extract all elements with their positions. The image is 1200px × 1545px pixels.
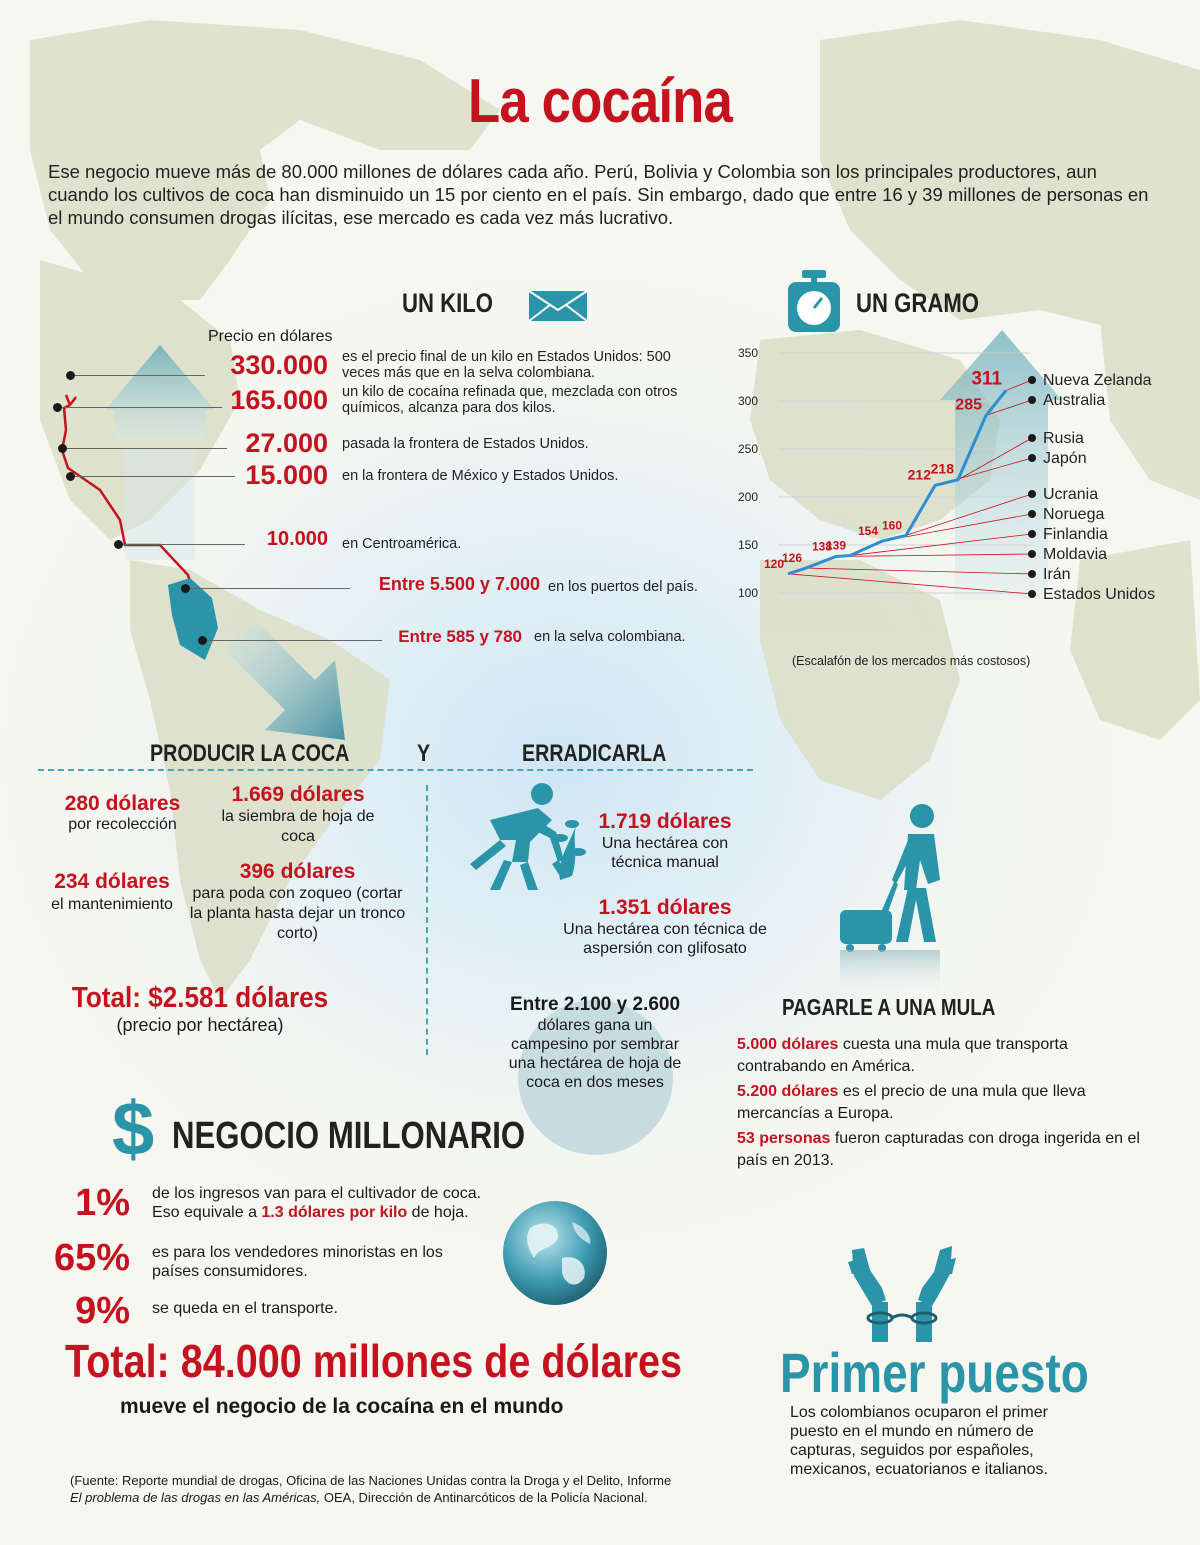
chart-tick-label: 250 — [738, 442, 759, 456]
kilo-price-5: 10.000 — [266, 528, 328, 550]
mula-heading: PAGARLE A UNA MULA — [782, 994, 996, 1020]
chart-legend-dot — [1028, 376, 1036, 384]
chart-legend-label: Rusia — [1043, 430, 1084, 447]
negocio-row-1-b: 1.3 dólares por kilo — [261, 1204, 408, 1221]
negocio-row-1 — [152, 1184, 552, 1222]
chart-data-label: 212 — [907, 466, 931, 483]
chart-data-label: 138 — [811, 539, 832, 554]
handcuffed-hands-icon — [842, 1240, 962, 1350]
chart-legend-label: Finlandia — [1043, 526, 1108, 543]
scale-icon — [786, 268, 842, 334]
dollar-icon: $ — [112, 1087, 155, 1172]
prod-item-4 — [185, 860, 410, 944]
erra-item-1-value: 1.719 dólares — [598, 810, 732, 833]
route-dot — [66, 371, 75, 380]
mula-item-2 — [737, 1081, 1137, 1125]
chart-data-label: 126 — [781, 551, 802, 566]
negocio-row-1-a: Eso equivale a — [152, 1204, 262, 1221]
un-kilo-heading: UN KILO — [402, 288, 494, 318]
kilo-desc-4: en la frontera de México y Estados Unidos. — [342, 468, 619, 484]
envelope-icon — [528, 290, 588, 322]
chart-tick-label: 200 — [738, 490, 759, 504]
chart-legend-dot — [1028, 434, 1036, 442]
route-dot — [66, 472, 75, 481]
chart-leader-line — [806, 568, 1032, 574]
kilo-price-4: 15.000 — [245, 460, 328, 490]
prod-total-note: (precio por hectárea) — [116, 1015, 284, 1035]
chart-legend-dot — [1028, 550, 1036, 558]
chart-legend-dot — [1028, 570, 1036, 578]
mula-item-1-bold: 5.000 dólares — [737, 1036, 839, 1053]
chart-legend-label: Ucrania — [1043, 486, 1099, 503]
leader-line — [123, 544, 245, 545]
source-line-2-rest: OEA, Dirección de Antinarcóticos de la Policía Nacional. — [320, 1490, 648, 1505]
producir-heading: PRODUCIR LA COCA — [150, 740, 350, 767]
chart-legend-label: Estados Unidos — [1043, 586, 1156, 603]
chart-tick-label: 350 — [738, 346, 759, 360]
chart-tick-label: 300 — [738, 394, 759, 408]
prod-item-2-value: 234 dólares — [54, 870, 170, 893]
kilo-price-7: Entre 585 y 780 — [398, 627, 522, 646]
prod-item-3 — [218, 783, 378, 847]
mula-item-2-text: es el precio de una mula que lleva mercancías a Europa. — [737, 1083, 1086, 1122]
route-dot — [198, 636, 207, 645]
kilo-price-1: 330.000 — [230, 350, 328, 380]
divider-horizontal — [38, 769, 753, 771]
y-heading: Y — [417, 740, 431, 767]
chart-data-label: 139 — [825, 538, 846, 553]
erra-item-2 — [555, 896, 775, 958]
kilo-price-6: Entre 5.500 y 7.000 — [378, 574, 540, 594]
negocio-row-1-line1: de los ingresos van para el cultivador de coca. — [152, 1185, 482, 1202]
chart-legend-label: Moldavia — [1043, 546, 1108, 563]
route-dot — [53, 403, 62, 412]
kilo-price-2: 165.000 — [230, 385, 328, 415]
negocio-row-3: se queda en el transporte. — [152, 1300, 338, 1317]
chart-legend-dot — [1028, 510, 1036, 518]
negocio-pct-1: 1% — [75, 1182, 130, 1224]
kilo-desc-1: es el precio final de un kilo en Estados Unidos: 500 veces más que en la selva colombiana. — [342, 349, 671, 381]
prod-item-4-value: 396 dólares — [239, 860, 356, 883]
chart-legend-label: Japón — [1043, 450, 1087, 467]
chart-leader-line — [836, 554, 1032, 557]
price-label: Precio en dólares — [208, 328, 333, 345]
kilo-desc-5: en Centroamérica. — [342, 536, 462, 552]
negocio-row-2-line1: es para los vendedores minoristas en los — [152, 1244, 443, 1261]
mula-item-1-text: cuesta una mula que transporta contrabando en América. — [737, 1036, 1068, 1075]
kilo-desc-3: pasada la frontera de Estados Unidos. — [342, 436, 589, 452]
chart-legend-dot — [1028, 454, 1036, 462]
globe-icon — [500, 1198, 610, 1308]
campesino-text: dólares gana un campesino por sembrar una hectárea de hoja de coca en dos meses — [508, 1017, 682, 1091]
negocio-row-2 — [152, 1243, 492, 1281]
erra-item-1 — [580, 810, 750, 872]
campesino-bold: Entre 2.100 y 2.600 — [509, 994, 681, 1015]
mula-item-3 — [737, 1128, 1157, 1172]
chart-leader-line — [1006, 380, 1032, 390]
prod-item-3-text: la siembra de hoja de coca — [221, 808, 375, 845]
prod-total — [50, 982, 350, 1036]
prod-total-value: Total: $2.581 dólares — [71, 982, 329, 1014]
chart-data-label: 285 — [955, 396, 982, 414]
mula-item-3-text: fueron capturadas con droga ingerida en el país en 2013. — [737, 1130, 1140, 1169]
primer-text: Los colombianos ocuparon el primer puesto en el mundo en número de capturas, seguidos por españoles, mexicanos, ecuatorianos e italianos. — [790, 1404, 1048, 1478]
mula-item-2-bold: 5.200 dólares — [737, 1083, 839, 1100]
chart-legend-dot — [1028, 530, 1036, 538]
erra-item-1-text: Una hectárea con técnica manual — [601, 835, 729, 871]
mula-item-3-bold: 53 personas — [737, 1130, 831, 1147]
chart-data-label: 218 — [930, 460, 954, 477]
erradicar-heading: ERRADICARLA — [522, 740, 667, 767]
negocio-row-1-line2 — [152, 1203, 552, 1222]
chart-tick-label: 150 — [738, 538, 759, 552]
prod-item-2-text: el mantenimiento — [51, 896, 173, 913]
prod-item-1-value: 280 dólares — [64, 792, 181, 815]
chart-legend-label: Nueva Zelanda — [1043, 372, 1152, 389]
negocio-pct-2: 65% — [53, 1237, 130, 1279]
chart-tick-label: 100 — [738, 586, 759, 600]
prod-item-4-text: para poda con zoqueo (cortar la planta hasta dejar un tronco corto) — [189, 885, 406, 942]
prod-item-2 — [42, 870, 182, 916]
page-title: La cocaína — [468, 67, 732, 136]
un-gramo-heading: UN GRAMO — [856, 288, 979, 318]
chart-leader-line — [788, 574, 1032, 594]
chart-legend-dot — [1028, 590, 1036, 598]
kilo-desc-2: un kilo de cocaína refinada que, mezclada con otros químicos, alcanza para dos kilos. — [342, 384, 678, 416]
prod-item-1 — [50, 792, 195, 834]
prod-item-3-value: 1.669 dólares — [231, 783, 365, 806]
negocio-total-sub: mueve el negocio de la cocaína en el mundo — [120, 1395, 564, 1418]
chart-leader-line — [958, 438, 1032, 480]
chart-legend-label: Irán — [1043, 566, 1071, 583]
negocio-heading: NEGOCIO MILLONARIO — [172, 1115, 526, 1157]
chart-legend-dot — [1028, 490, 1036, 498]
negocio-row-1-c: de hoja. — [407, 1204, 469, 1221]
source-line-2-italic: El problema de las drogas en las Américas, — [70, 1490, 321, 1505]
farmer-icon — [460, 780, 590, 900]
leader-line — [207, 640, 382, 641]
prod-item-1-text: por recolección — [68, 816, 177, 833]
divider-vertical — [426, 785, 428, 1055]
route-dot — [58, 444, 67, 453]
kilo-price-3: 27.000 — [245, 428, 328, 458]
route-dot — [114, 540, 123, 549]
kilo-desc-6: en los puertos del país. — [548, 579, 698, 595]
negocio-total: Total: 84.000 millones de dólares — [65, 1335, 683, 1387]
mula-item-1 — [737, 1034, 1137, 1078]
intro-paragraph: Ese negocio mueve más de 80.000 millones de dólares cada año. Perú, Bolivia y Colombia son los principales productores, aun cuando los cultivos de coca han disminuido un 15 por ciento en el país. Sin embargo, dado que entre 16 y 39 millones de personas en el mundo consumen drogas ilícitas, ese mercado es cada vez más lucrativo. — [48, 161, 1149, 228]
chart-data-label: 311 — [971, 368, 1002, 390]
un-gramo-chart — [730, 340, 1170, 640]
route-dot — [181, 584, 190, 593]
traveler-icon — [830, 800, 970, 1000]
campesino-block — [490, 994, 700, 1092]
kilo-desc-7: en la selva colombiana. — [534, 629, 686, 645]
erra-item-2-text: Una hectárea con técnica de aspersión con glifosato — [563, 921, 767, 957]
erra-item-2-value: 1.351 dólares — [598, 896, 732, 919]
chart-data-label: 120 — [763, 556, 784, 571]
leader-line — [190, 588, 350, 589]
negocio-row-2-line2: países consumidores. — [152, 1263, 308, 1280]
chart-legend-dot — [1028, 396, 1036, 404]
negocio-pct-3: 9% — [75, 1290, 130, 1332]
chart-data-label: 154 — [857, 524, 878, 539]
source-line-2 — [70, 1489, 770, 1506]
chart-legend-label: Australia — [1043, 392, 1106, 409]
source-note — [70, 1472, 770, 1506]
chart-data-label: 160 — [881, 518, 902, 533]
source-line-1: (Fuente: Reporte mundial de drogas, Oficina de las Naciones Unidas contra la Droga y el Delito, Informe — [70, 1473, 672, 1488]
chart-legend-label: Noruega — [1043, 506, 1105, 523]
primer-heading: Primer puesto — [780, 1341, 1089, 1404]
un-gramo-note: (Escalafón de los mercados más costosos) — [792, 654, 1031, 668]
